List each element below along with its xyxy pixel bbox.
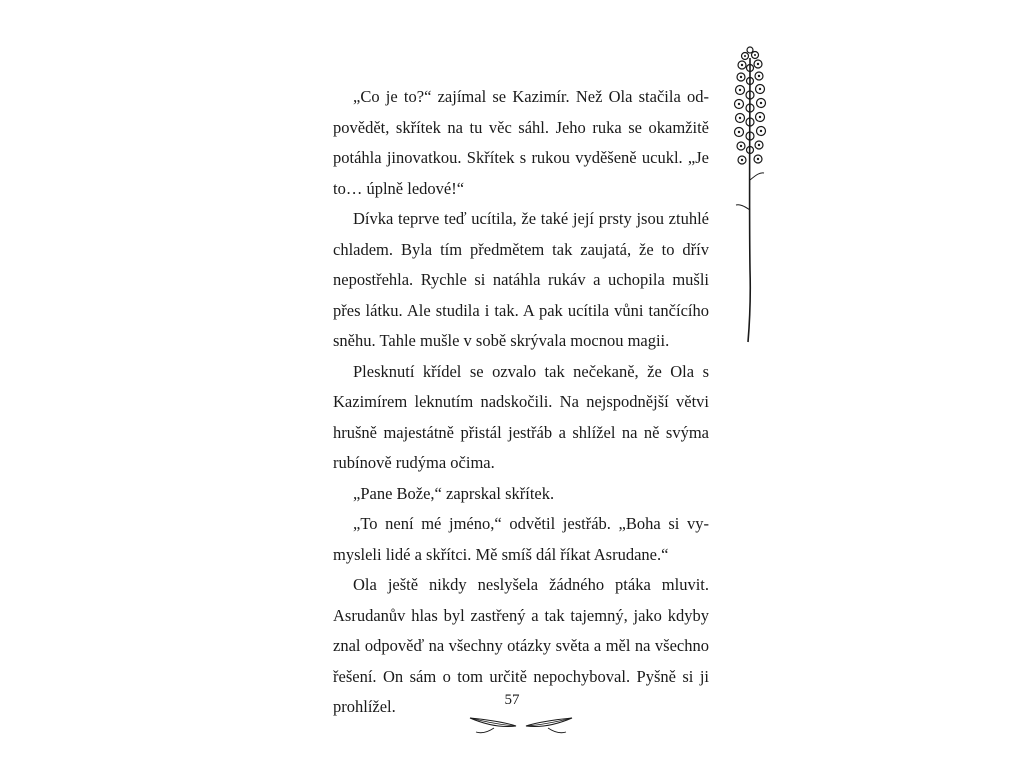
paragraph: Ola ještě nikdy neslyšela žádného ptáka mluvit. Asrudanův hlas byl zastřený a tak tajemný, jako kdyby znal odpověď na všechny otázky světa a měl na všechno řešení. On sám o tom určitě nepochyboval. Pyšně si ji prohlížel.: [333, 575, 709, 716]
paragraph: Dívka teprve teď ucítila, že také její prsty jsou ztuhlé chladem. Byla tím předmětem tak zaujatá, že to dřív nepostřehla. Rychle si natáhla rukáv a uchopila mušli přes látku. Ale studila i tak. A pak ucítila vůni tančícího sněhu. Tahle mušle v sobě skrývala mocnou magii.: [333, 209, 709, 350]
page-number: 57: [504, 692, 520, 708]
lavender-sprig-icon: [720, 40, 780, 350]
leaf-flourish-icon: [464, 708, 578, 738]
paragraph: „To není mé jméno,“ odvětil jestřáb. „Boha si vymysleli lidé a skřítci. Mě smíš dál říkat Asrudane.“: [333, 514, 709, 564]
paragraph: „Pane Bože,“ zaprskal skřítek.: [353, 483, 555, 503]
body-text: [333, 82, 709, 723]
paragraph: Plesknutí křídel se ozvalo tak nečekaně, že Ola s Kazimírem leknutím nadskočili. Na nejspodnější větvi hrušně majestátně přistál jestřáb a shlížel na ně svýma rubínově rudýma očima.: [333, 361, 709, 472]
paragraph: „Co je to?“ zajímal se Kazimír. Než Ola stačila odpovědět, skřítek na tu věc sáhl. Jeho ruka se okamžitě potáhla jinovatkou. Skřítek s rukou vyděšeně ucukl. „Je to… úplně ledové!“: [333, 87, 709, 198]
